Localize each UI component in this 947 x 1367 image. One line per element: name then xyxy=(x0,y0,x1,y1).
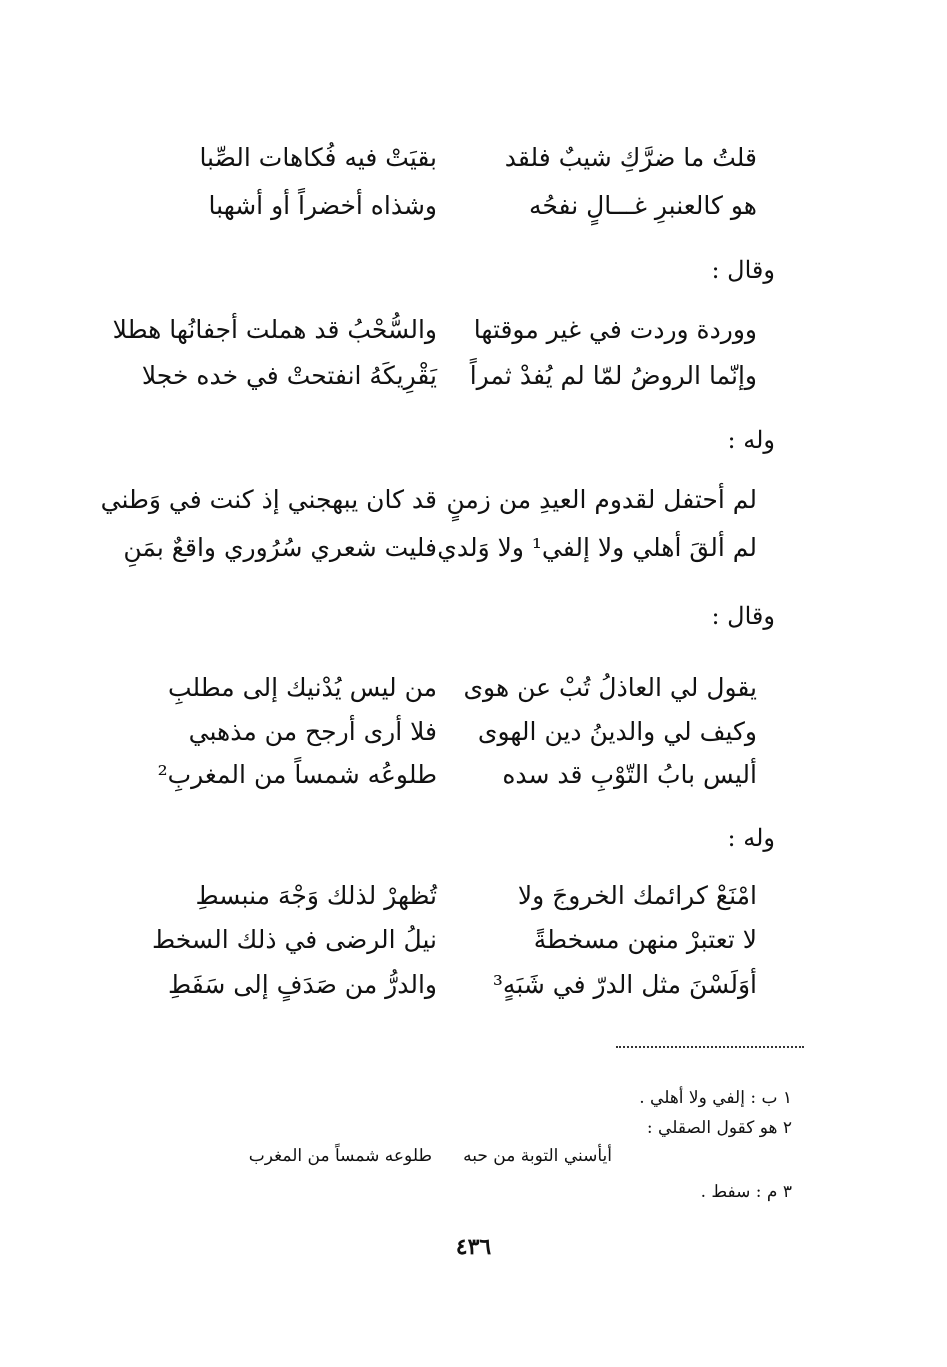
verse-second-hemistich: فليت شعري سُرُوري واقعٌ بمَنِ xyxy=(123,533,437,562)
verse xyxy=(0,310,947,350)
verse-second-hemistich: فلا أرى أرجح من مذهبي xyxy=(188,717,437,746)
verse-first-hemistich: أليس بابُ التّوْبِ قد سده xyxy=(502,760,757,789)
poem-intro: وله : xyxy=(727,824,775,852)
poem-intro: وقال : xyxy=(711,602,775,630)
verse-second-hemistich: والسُّحْبُ قد هملت أجفانُها هطلا xyxy=(112,315,437,344)
verse-first-hemistich: لم ألقَ أهلي ولا إلفي¹ ولا وَلدي xyxy=(437,533,757,562)
verse-second-hemistich: طلوعُه شمساً من المغربِ² xyxy=(157,760,437,789)
footnote-2-verse-second: طلوعه شمساً من المغرب xyxy=(248,1146,432,1166)
verse xyxy=(0,480,947,520)
verse-first-hemistich: أوَلَسْنَ مثل الدرّ في شَبَهٍ³ xyxy=(492,970,757,999)
footnote-2: ٢ هو كقول الصقلي : xyxy=(646,1118,792,1138)
verse-first-hemistich: لا تعتبرْ منهن مسخطةً xyxy=(533,925,757,954)
footnote-3: ٣ م : سفط . xyxy=(700,1182,792,1202)
verse xyxy=(0,755,947,795)
page-number: ٤٣٦ xyxy=(455,1234,492,1260)
verse-second-hemistich: يَقْرِيكَهُ انفتحتْ في خده خجلا xyxy=(141,361,437,390)
verse-second-hemistich: بقيَتْ فيه فُكاهات الصِّبا xyxy=(199,143,437,172)
verse-first-hemistich: يقول لي العاذلُ تُبْ عن هوى xyxy=(463,673,757,702)
verse-second-hemistich: وشذاه أخضراً أو أشهبا xyxy=(208,191,437,220)
verse-second-hemistich: نيلُ الرضى في ذلك السخط xyxy=(152,925,437,954)
footnote-separator xyxy=(616,1046,804,1048)
verse-second-hemistich: تُظهرْ لذلك وَجْهَ منبسطِ xyxy=(195,881,437,910)
poem-intro: وله : xyxy=(727,426,775,454)
verse-first-hemistich: لم أحتفل لقدوم العيدِ من زمنٍ xyxy=(446,485,757,514)
verse-first-hemistich: ووردة وردت في غير موقتها xyxy=(473,315,757,344)
footnote-1: ١ ب : إلفي ولا أهلي . xyxy=(639,1088,792,1108)
verse-second-hemistich: قد كان يبهجني إذ كنت في وَطني xyxy=(100,485,437,514)
poem-intro: وقال : xyxy=(711,256,775,284)
verse-second-hemistich: والدرُّ من صَدَفٍ إلى سَفَطِ xyxy=(167,970,437,999)
verse-first-hemistich: وكيف لي والدينُ دين الهوى xyxy=(477,717,757,746)
verse xyxy=(0,920,947,960)
verse xyxy=(0,356,947,396)
verse-second-hemistich: من ليس يُدْنيك إلى مطلبِ xyxy=(167,673,437,702)
verse xyxy=(0,876,947,916)
verse xyxy=(0,138,947,178)
verse-first-hemistich: قلتُ ما ضرَّكِ شيبٌ فلقد xyxy=(504,143,757,172)
verse xyxy=(0,528,947,568)
verse-first-hemistich: امْنَعْ كرائمك الخروجَ ولا xyxy=(517,881,757,910)
footnote-2-verse-first: أيأسني التوبة من حبه xyxy=(463,1146,612,1166)
verse-first-hemistich: وإنّما الروضُ لمّا لم يُفدْ ثمراً xyxy=(469,361,757,390)
verse xyxy=(0,712,947,752)
verse-first-hemistich: هو كالعنبرِ غـــالٍ نفحُه xyxy=(529,191,757,220)
verse xyxy=(0,186,947,226)
verse xyxy=(0,965,947,1005)
verse xyxy=(0,668,947,708)
